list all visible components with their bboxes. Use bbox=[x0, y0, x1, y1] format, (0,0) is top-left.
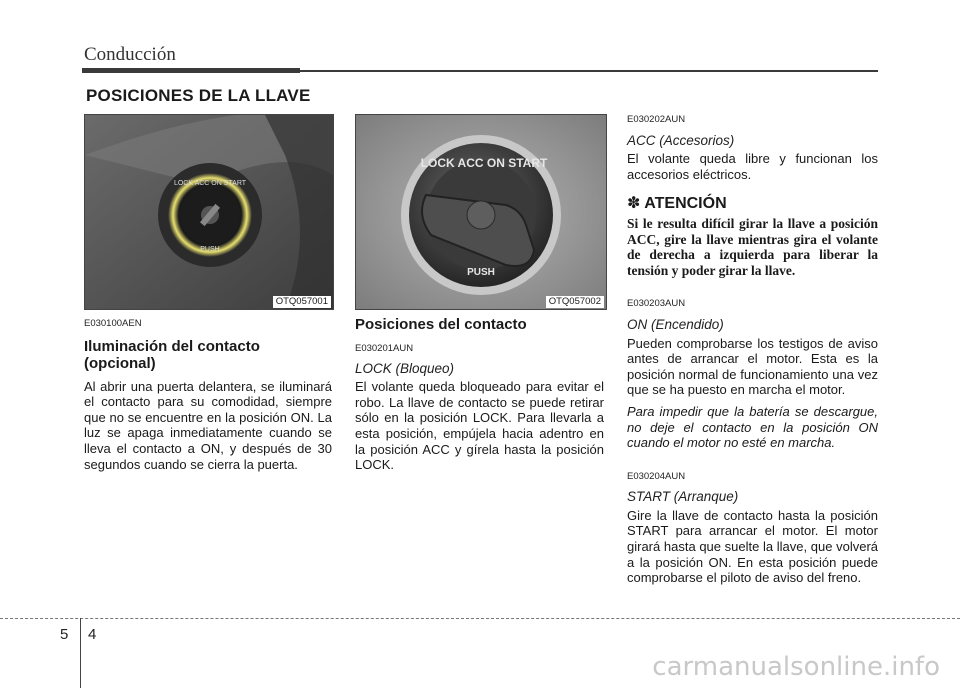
header-rule-thick bbox=[82, 68, 300, 73]
column-1 bbox=[84, 316, 332, 472]
start-subheading: START (Arranque) bbox=[627, 489, 739, 505]
ignition-key-illustration bbox=[356, 115, 606, 309]
column-3 bbox=[627, 112, 878, 586]
watermark: carmanualsonline.info bbox=[652, 652, 940, 682]
on-note: Para impedir que la batería se descargue, no deje el contacto en la posición ON cuando el motor no esté en marcha. bbox=[627, 403, 878, 451]
section-title: POSICIONES DE LA LLAVE bbox=[86, 86, 311, 105]
chapter-number: 5 bbox=[60, 626, 69, 643]
lock-body: El volante queda bloqueado para evitar el robo. La llave de contacto se puede retirar sólo en la posición LOCK. Para llevarla a esta posición, empújela hacia adentro en la posición ACC y gírela hasta la posición LOCK. bbox=[355, 379, 604, 473]
header-rule-thin bbox=[300, 70, 878, 72]
image-caption-1: OTQ057001 bbox=[273, 296, 331, 308]
ring-label-bottom-1: PUSH bbox=[200, 246, 220, 253]
page-number: 4 bbox=[88, 626, 97, 643]
section-code: E030100AEN bbox=[84, 318, 142, 329]
ignition-photo-1 bbox=[84, 114, 334, 310]
footer-rule bbox=[0, 618, 960, 619]
illumination-body: Al abrir una puerta delantera, se iluminará el contacto para su comodidad, siempre que no se encuentre en la posición ON. La luz se apaga inmediatamente cuando se lleva el contacto a ON, y después de 30 segundos cuando se cierra la puerta. bbox=[84, 378, 332, 472]
acc-subheading: ACC (Accesorios) bbox=[627, 132, 735, 148]
ring-label-top-1: LOCK ACC ON START bbox=[173, 180, 247, 187]
section-code: E030202AUN bbox=[627, 114, 686, 125]
on-subheading: ON (Encendido) bbox=[627, 316, 724, 332]
column-2 bbox=[355, 316, 604, 473]
positions-heading: Posiciones del contacto bbox=[355, 316, 527, 333]
ring-label-top-2: LOCK ACC ON START bbox=[420, 156, 548, 170]
on-body: Pueden comprobarse los testigos de aviso antes de arrancar el motor. Esta es la posición normal de funcionamiento una vez que se ha puesto en marcha el motor. bbox=[627, 335, 878, 398]
footer-divider bbox=[80, 618, 81, 688]
ignition-illuminated-illustration bbox=[85, 115, 333, 309]
ring-label-bottom-2: PUSH bbox=[467, 267, 495, 278]
warning-body: Si le resulta difícil girar la llave a posición ACC, gire la llave mientras gira el volante de derecha a izquierda para liberar la tensión y poder girar la llave. bbox=[627, 215, 878, 278]
chapter-title: Conducción bbox=[84, 44, 176, 65]
section-code: E030204AUN bbox=[627, 470, 686, 482]
start-body: Gire la llave de contacto hasta la posición START para arrancar el motor. El motor girará hasta que suelte la llave, que volverá a la posición ON. En esta posición puede comprobarse el piloto de aviso del freno. bbox=[627, 507, 878, 586]
acc-body: El volante queda libre y funcionan los accesorios eléctricos. bbox=[627, 151, 878, 182]
section-code: E030203AUN bbox=[627, 298, 686, 310]
section-code: E030201AUN bbox=[355, 343, 414, 354]
ignition-photo-2 bbox=[355, 114, 607, 310]
warning-title: ✽ ATENCIÓN bbox=[627, 195, 727, 213]
illumination-heading: Iluminación del contacto (opcional) bbox=[84, 337, 260, 372]
lock-subheading: LOCK (Bloqueo) bbox=[355, 360, 455, 376]
image-caption-2: OTQ057002 bbox=[546, 296, 604, 308]
